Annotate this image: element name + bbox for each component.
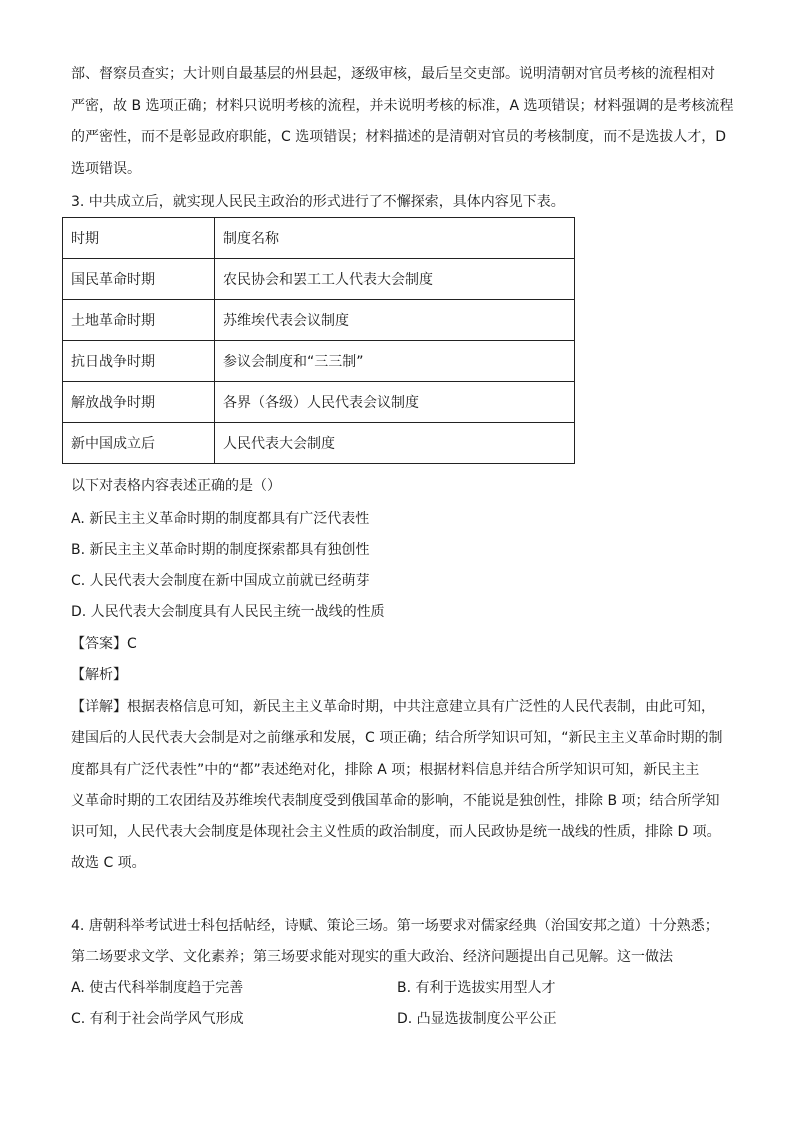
detail-line-6: 故选 C 项。 [71,855,146,871]
question-4-stem-line-1: 4. 唐朝科举考试进士科包括帖经，诗赋、策论三场。第一场要求对儒家经典（治国安邦之道）十分熟悉； [71,918,719,934]
answer-label: 【答案】 [71,636,127,652]
detail-line-2: 建国后的人民代表大会制是对之前继承和发展，C 项正确；结合所学知识可知，“新民主主义革命时期的制 [71,730,723,746]
question-3-option-a: A. 新民主主义革命时期的制度都具有广泛代表性 [71,511,370,527]
detail-line-3: 度都具有广泛代表性”中的“都”表述绝对化，排除 A 项；根据材料信息并结合所学知识可知，新民主主 [71,762,700,778]
table-cell-system: 苏维埃代表会议制度 [215,300,575,341]
table-row [63,300,575,341]
table-cell-period: 国民革命时期 [63,259,215,300]
prev-explanation-line-3: 的严密性，而不是彰显政府职能，C 选项错误；材料描述的是清朝对官员的考核制度，而不是选拔人才，D [71,129,727,145]
table-header-row [63,218,575,259]
question-3-option-d: D. 人民代表大会制度具有人民民主统一战线的性质 [71,604,385,620]
question-4-option-a: A. 使古代科举制度趋于完善 [71,980,244,996]
answer-value: C [127,636,137,652]
prev-explanation-line-1: 部、督察员查实；大计则自最基层的州县起，逐级审核，最后呈交吏部。说明清朝对官员考核的流程相对 [71,66,715,82]
table-cell-system: 各界（各级）人民代表会议制度 [215,382,575,423]
table-header-period: 时期 [63,218,215,259]
question-3-option-c: C. 人民代表大会制度在新中国成立前就已经萌芽 [71,573,370,589]
table-cell-period: 土地革命时期 [63,300,215,341]
detail-line-4: 义革命时期的工农团结及苏维埃代表制度受到俄国革命的影响，不能说是独创性，排除 B 项；结合所学知 [71,793,720,809]
table-row [63,382,575,423]
table-cell-period: 新中国成立后 [63,423,215,464]
table-header-system: 制度名称 [215,218,575,259]
table-row [63,341,575,382]
detail-line-1: 【详解】根据表格信息可知，新民主主义革命时期，中共注意建立具有广泛性的人民代表制，由此可知， [71,699,715,715]
answer-line [71,634,137,654]
table-cell-system: 人民代表大会制度 [215,423,575,464]
system-table [62,217,575,464]
detail-line-5: 识可知，人民代表大会制度是体现社会主义性质的政治制度，而人民政协是统一战线的性质，排除 D 项。 [71,824,721,840]
table-row [63,259,575,300]
table-cell-system: 农民协会和罢工工人代表大会制度 [215,259,575,300]
question-3-prompt: 以下对表格内容表述正确的是（） [71,478,281,494]
question-3-option-b: B. 新民主主义革命时期的制度探索都具有独创性 [71,542,370,558]
question-3-stem: 3. 中共成立后，就实现人民民主政治的形式进行了不懈探索，具体内容见下表。 [71,194,565,210]
table-cell-period: 抗日战争时期 [63,341,215,382]
table-cell-system: 参议会制度和“三三制” [215,341,575,382]
prev-explanation-line-2: 严密，故 B 选项正确；材料只说明考核的流程，并未说明考核的标准，A 选项错误；材料强调的是考核流程 [71,98,734,114]
table-row [63,423,575,464]
table-cell-period: 解放战争时期 [63,382,215,423]
question-4-option-d: D. 凸显选拔制度公平公正 [397,1011,557,1027]
prev-explanation-line-4: 选项错误。 [71,161,141,177]
question-4-stem-line-2: 第二场要求文学、文化素养；第三场要求能对现实的重大政治、经济问题提出自己见解。这一做法 [71,949,673,965]
analysis-label: 【解析】 [71,667,127,683]
question-4-option-b: B. 有利于选拔实用型人才 [397,980,556,996]
question-4-option-c: C. 有利于社会尚学风气形成 [71,1011,244,1027]
